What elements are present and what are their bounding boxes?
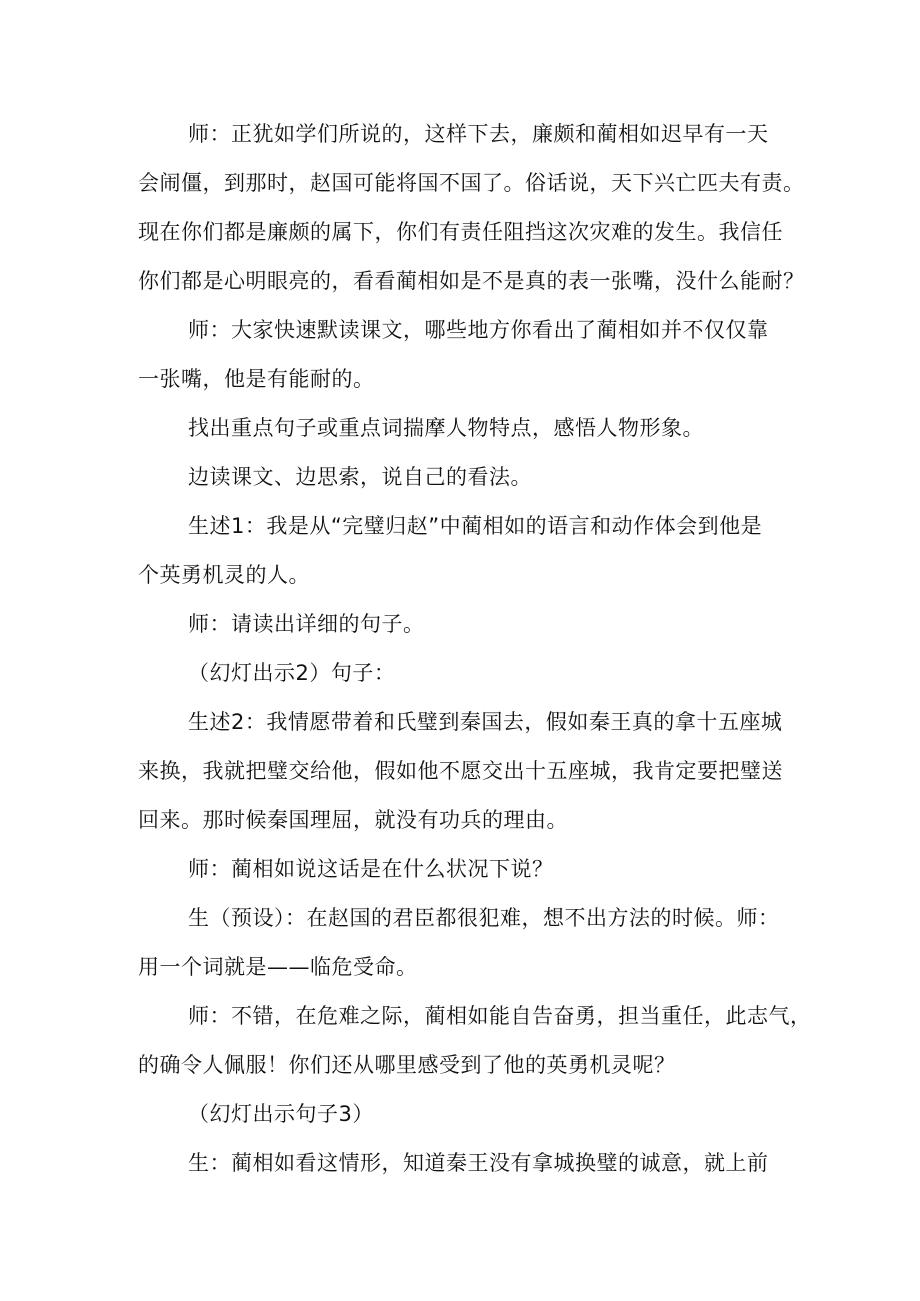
document-body xyxy=(138,110,812,1188)
text-line: 找出重点句子或重点词揣摩人物特点，感悟人物形象。 xyxy=(188,416,704,440)
text-line: 回来。那时候秦国理屈，就没有功兵的理由。 xyxy=(138,808,568,832)
text-line: 的确令人佩服！你们还从哪里感受到了他的英勇机灵呢？ xyxy=(138,1053,676,1077)
text-line: 你们都是心明眼亮的，看看蔺相如是不是真的表一张嘴，没什么能耐？ xyxy=(138,269,805,293)
text-line: 用一个词就是——临危受命。 xyxy=(138,955,418,979)
text-line: 现在你们都是廉颇的属下，你们有责任阻挡这次灾难的发生。我信任 xyxy=(138,220,783,244)
text-line: （幻灯出示句子3） xyxy=(188,1102,374,1126)
text-line: 师：大家快速默读课文，哪些地方你看出了蔺相如并不仅仅靠 xyxy=(188,318,769,342)
text-line: 边读课文、边思索，说自己的看法。 xyxy=(188,465,532,489)
text-line: 师：蔺相如说这话是在什么状况下说？ xyxy=(188,857,554,881)
text-line: 生（预设）：在赵国的君臣都很犯难，想不出方法的时候。师： xyxy=(188,906,780,930)
text-line: 一张嘴，他是有能耐的。 xyxy=(138,367,375,391)
text-line: 师：不错，在危难之际，蔺相如能自告奋勇，担当重任，此志气， xyxy=(188,1004,812,1028)
text-line: 师：正犹如学们所说的，这样下去，廉颇和蔺相如迟早有一天 xyxy=(188,122,769,146)
text-line: 生：蔺相如看这情形，知道秦王没有拿城换璧的诚意，就上前 xyxy=(188,1151,769,1175)
text-line: （幻灯出示2）句子： xyxy=(188,661,396,685)
text-line: 生述1：我是从“完璧归赵”中蔺相如的语言和动作体会到他是 xyxy=(188,514,763,538)
text-line: 会闹僵，到那时，赵国可能将国不国了。俗话说，天下兴亡匹夫有责。 xyxy=(138,171,805,195)
text-line: 师：请读出详细的句子。 xyxy=(188,612,425,636)
text-line: 个英勇机灵的人。 xyxy=(138,563,310,587)
text-line: 来换，我就把璧交给他，假如他不愿交出十五座城，我肯定要把璧送 xyxy=(138,759,783,783)
text-line: 生述2：我情愿带着和氏璧到秦国去，假如秦王真的拿十五座城 xyxy=(188,710,783,734)
